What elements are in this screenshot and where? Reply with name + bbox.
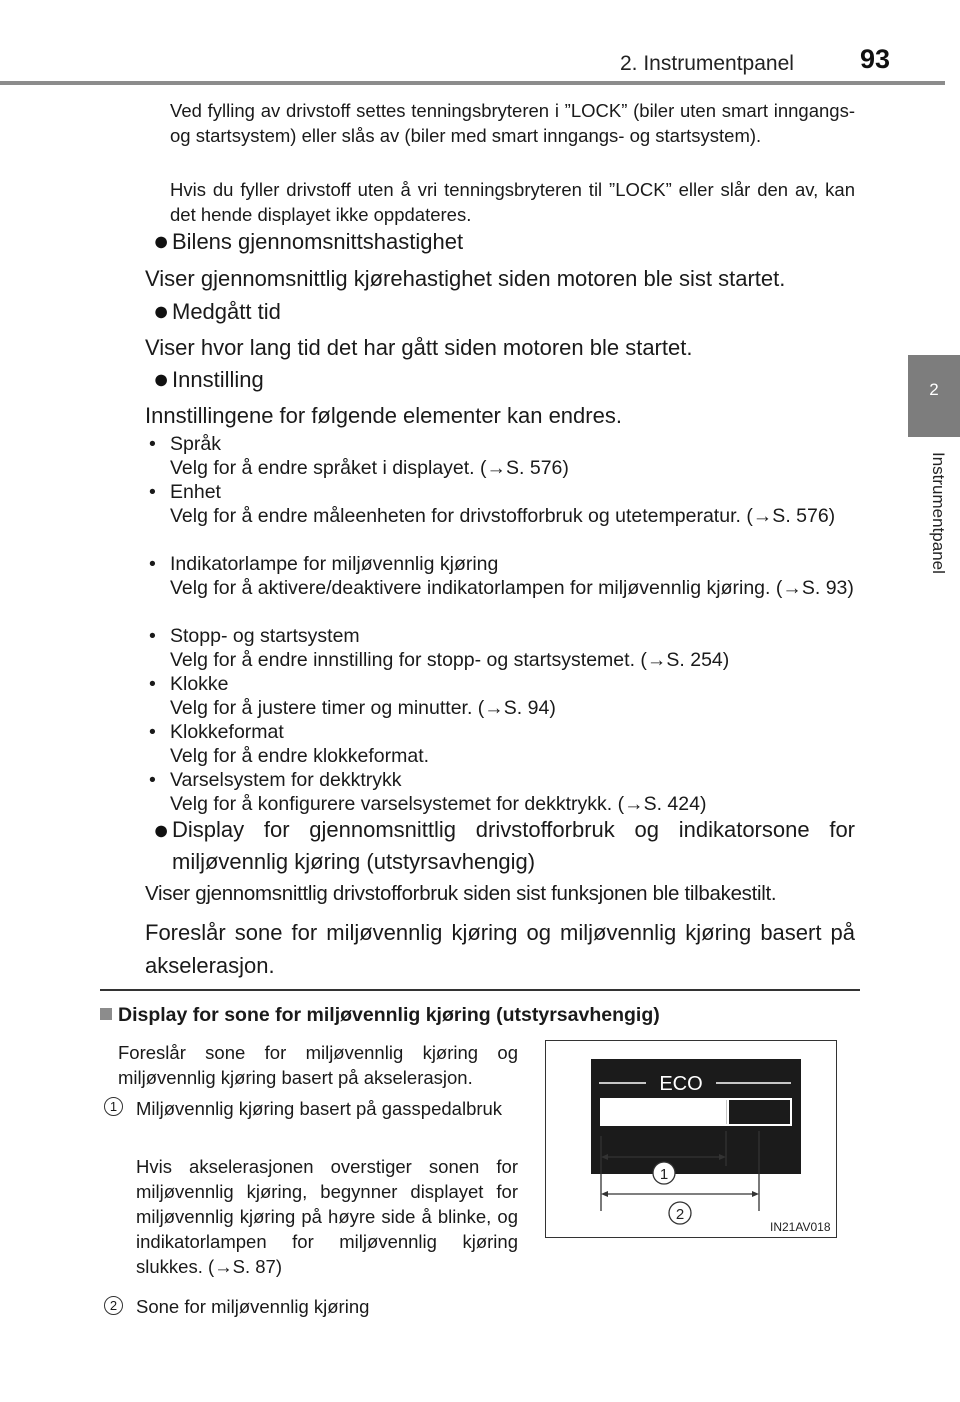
page-number: 93: [860, 44, 891, 74]
bullet-title: Bilens gjennomsnittshastighet: [172, 229, 464, 254]
settings-item-name: Indikatorlampe for miljøvennlig kjøring: [170, 553, 499, 575]
eco-label: ECO: [659, 1073, 703, 1095]
list-item: • Enhet Velg for å endre måleenheten for drivstofforbruk og utetemperatur. (→S. 576): [147, 480, 855, 552]
section-intro: Foreslår sone for miljøvennlig kjøring og miljøvennlig kjøring basert på akselerasjon.: [118, 1042, 518, 1088]
bullet-text: Foreslår sone for miljøvennlig kjøring og miljøvennlig kjøring basert på akselerasjon.: [145, 920, 855, 978]
eco-zone-figure: [545, 1040, 837, 1238]
figure-code: IN21AV018: [770, 1220, 831, 1234]
settings-item-desc: Velg for å endre språket i displayet. (→S. 576): [170, 457, 569, 479]
intro-paragraph-2: Hvis du fyller drivstoff uten å vri tenningsbryteren til ”LOCK” eller slår den av, kan det hende displayet ikke oppdateres.: [170, 179, 855, 225]
bullet-dot-icon: ●: [153, 364, 170, 394]
bullet-title: Innstilling: [172, 367, 264, 392]
bullet-settings: [145, 363, 855, 396]
list-item: • Stopp- og startsystem Velg for å endre innstilling for stopp- og startsystemet. (→S. 254): [147, 624, 855, 672]
svg-text:2: 2: [675, 1206, 685, 1223]
bullet-dot-icon: ●: [153, 226, 170, 256]
settings-item-name: Klokke: [170, 673, 229, 695]
bullet-display-eco: [145, 814, 855, 878]
settings-item-name: Stopp- og startsystem: [170, 625, 360, 647]
svg-text:1: 1: [659, 1166, 669, 1183]
settings-item-name: Varselsystem for dekktrykk: [170, 769, 402, 791]
section-square-icon: [100, 1008, 112, 1020]
item-2-title: Sone for miljøvennlig kjøring: [136, 1296, 370, 1317]
bullet-text: Viser gjennomsnittlig kjørehastighet siden motoren ble sist startet.: [145, 266, 786, 291]
bullet-text: Viser hvor lang tid det har gått siden motoren ble startet.: [145, 335, 693, 360]
bullet-average-speed: [145, 225, 855, 258]
bullet-dot-icon: ●: [153, 296, 170, 326]
section-title: Display for sone for miljøvennlig kjøring (utstyrsavhengig): [100, 1004, 660, 1027]
callout-1-icon: 1: [104, 1097, 123, 1116]
bullet-dot-icon: ●: [153, 815, 170, 845]
settings-item-desc: Velg for å aktivere/deaktivere indikatorlampen for miljøvennlig kjøring. (→S. 93): [170, 577, 854, 599]
chapter-tab-number: 2: [929, 380, 939, 399]
settings-item-desc: Velg for å endre måleenheten for drivstofforbruk og utetemperatur. (→S. 576): [170, 505, 836, 527]
eco-zone-illustration: [546, 1041, 836, 1237]
settings-item-name: Språk: [170, 433, 221, 455]
settings-item-name: Klokkeformat: [170, 721, 284, 743]
callout-2-icon: 2: [104, 1296, 123, 1315]
chapter-tab-label: Instrumentpanel: [929, 452, 948, 574]
eco-bar-filled: [601, 1099, 726, 1125]
bullet-title: Medgått tid: [172, 299, 281, 324]
section-rule: [100, 989, 860, 991]
bullet-text: Innstillingene for følgende elementer kan endres.: [145, 403, 622, 428]
bullet-text: Viser gjennomsnittlig drivstofforbruk siden sist funksjonen ble tilbakestilt.: [145, 882, 777, 905]
item-1-title: Miljøvennlig kjøring basert på gasspedalbruk: [136, 1098, 503, 1119]
settings-item-desc: Velg for å endre innstilling for stopp- og startsystemet. (→S. 254): [170, 649, 730, 671]
settings-item-desc: Velg for å konfigurere varselsystemet for dekktrykk. (→S. 424): [170, 793, 707, 815]
list-item: • Indikatorlampe for miljøvennlig kjøring Velg for å aktivere/deaktivere indikatorlampen for miljøvennlig kjøring. (→S. 93): [149, 553, 854, 599]
header-section-title: 2. Instrumentpanel: [620, 52, 794, 75]
header-rule: [0, 81, 945, 85]
bullet-title: Display for gjennomsnittlig drivstofforbruk og indikatorsone for miljøvennlig kjøring (utstyrsavhengig): [172, 817, 855, 874]
settings-item-name: Enhet: [170, 481, 221, 503]
item-1-text: Hvis akselerasjonen overstiger sonen for miljøvennlig kjøring, begynner displayet for miljøvennlig kjøring på høyre side å blinke, og indikatorlampen for miljøvennlig kjøring slukkes. (→S. 87): [136, 1156, 518, 1277]
list-item: • Varselsystem for dekktrykk Velg for å konfigurere varselsystemet for dekktrykk. (→S. 424): [147, 768, 855, 816]
list-item: • Språk Velg for å endre språket i displayet. (→S. 576): [147, 432, 855, 480]
list-item: • Klokke Velg for å justere timer og minutter. (→S. 94): [147, 672, 855, 720]
intro-paragraph-1: Ved fylling av drivstoff settes tenningsbryteren i ”LOCK” (biler uten smart inngangs- og startsystem) eller slås av (biler med smart inngangs- og startsystem).: [170, 100, 855, 146]
bullet-elapsed-time: [145, 295, 855, 328]
list-item: • Klokkeformat Velg for å endre klokkeformat.: [147, 720, 855, 768]
settings-item-desc: Velg for å endre klokkeformat.: [170, 745, 430, 767]
settings-list: [147, 432, 855, 816]
settings-item-desc: Velg for å justere timer og minutter. (→S. 94): [170, 697, 556, 719]
